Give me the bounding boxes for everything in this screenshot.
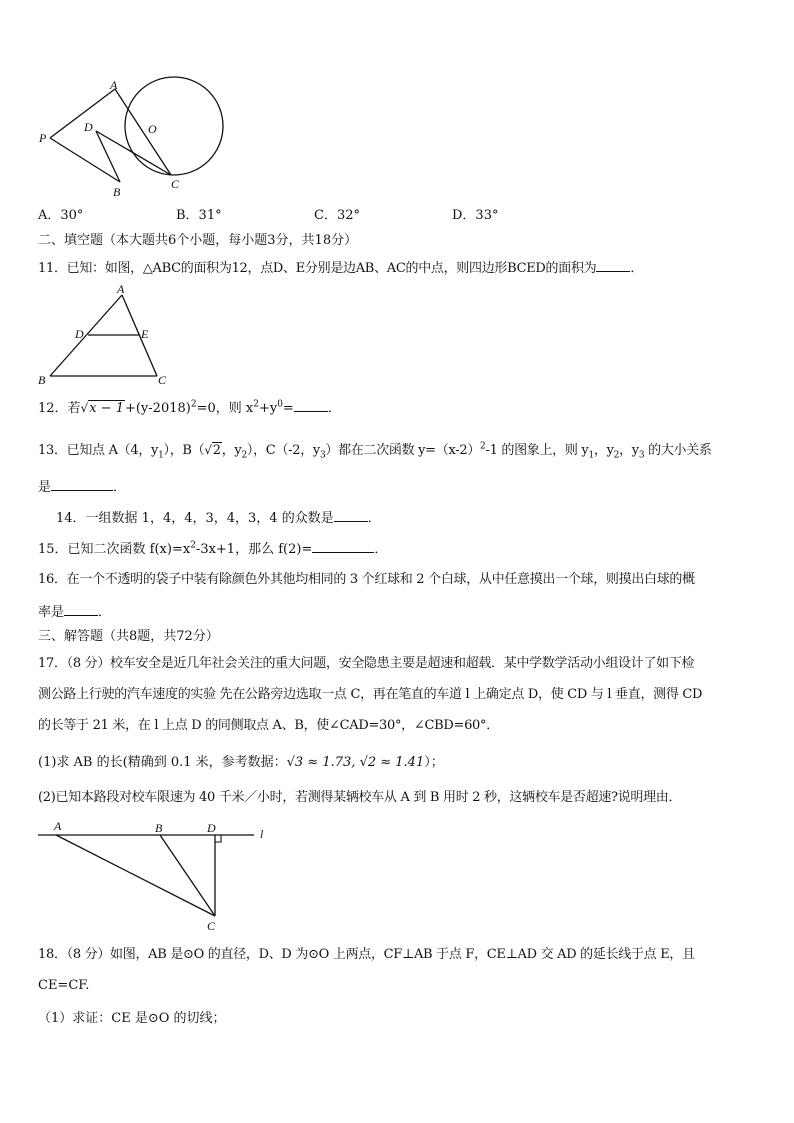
q13-text: 的大小关系 bbox=[644, 443, 712, 458]
question-18-line1: 18．（8 分）如图，AB 是⊙O 的直径，D、D 为⊙O 上两点，CF⊥AB 于点 F，CE⊥AD 交 AD 的延长线于点 E，且 bbox=[38, 947, 695, 962]
q12-mid: +(y-2018) bbox=[124, 401, 191, 416]
q13-sub: 3 bbox=[638, 450, 645, 461]
q13-sub: 2 bbox=[241, 450, 247, 461]
question-15 bbox=[38, 540, 387, 559]
chord-dc bbox=[96, 131, 171, 175]
q10-option-a: A．30° bbox=[38, 208, 84, 223]
q13-text: ，y bbox=[593, 443, 614, 458]
right-angle-mark bbox=[215, 835, 221, 842]
label-l: l bbox=[260, 827, 264, 841]
q13-sub: 3 bbox=[319, 450, 326, 461]
answer-blank bbox=[334, 509, 368, 522]
q13-text: ）都在二次函数 y=（x-2） bbox=[325, 443, 481, 458]
q12-sup2: 2 bbox=[253, 399, 259, 410]
q13-text: ），B（ bbox=[163, 443, 205, 458]
q15-tail: ． bbox=[374, 542, 388, 557]
label-c: C bbox=[207, 919, 216, 933]
q13-sub: 1 bbox=[588, 450, 594, 461]
question-13 bbox=[38, 441, 712, 460]
q15-text: -3x+1，那么 f(2)= bbox=[195, 542, 313, 557]
label-c: C bbox=[171, 177, 180, 191]
q12-mid4: = bbox=[282, 401, 294, 416]
label-c: C bbox=[158, 373, 167, 387]
section2-title: 二、填空题（本大题共6个小题，每小题3分，共18分） bbox=[38, 233, 358, 248]
q14-text: 14．一组数据 1，4，4，3，4，3，4 的众数是 bbox=[56, 511, 334, 526]
label-d: D bbox=[84, 120, 93, 134]
q13-sup: 2 bbox=[480, 441, 486, 452]
q16-tail: ． bbox=[98, 605, 112, 620]
q13-sub: 2 bbox=[613, 450, 620, 461]
label-d: D bbox=[75, 327, 84, 341]
q13-text: ），C（-2，y bbox=[246, 443, 320, 458]
answer-blank bbox=[64, 603, 98, 616]
section3-title: 三、解答题（共8题，共72分） bbox=[38, 629, 219, 644]
answer-blank bbox=[312, 540, 374, 553]
q17-reference-values: √3 ≈ 1.73, √2 ≈ 1.41 bbox=[286, 755, 425, 770]
q15-sup: 2 bbox=[190, 540, 196, 551]
q12-sup3: 0 bbox=[277, 399, 283, 410]
q17-figure bbox=[34, 818, 274, 934]
label-b: B bbox=[155, 821, 163, 835]
answer-blank bbox=[51, 478, 113, 491]
q10-option-c: C．32° bbox=[314, 208, 360, 223]
label-o: O bbox=[148, 122, 157, 136]
label-e: E bbox=[141, 327, 149, 341]
q12-mid2: =0，则 x bbox=[196, 401, 254, 416]
q11-tail: ． bbox=[630, 261, 644, 276]
question-14 bbox=[56, 509, 381, 528]
q12-radicand: x − 1 bbox=[89, 401, 124, 416]
label-b: B bbox=[113, 185, 121, 199]
question-16-line2 bbox=[38, 603, 111, 622]
label-d: D bbox=[207, 821, 216, 835]
q10-figure bbox=[36, 76, 236, 202]
question-17-line3: 的长等于 21 米，在 l 上点 D 的同侧取点 A、B，使∠CAD=30°，∠CBD=60°． bbox=[38, 718, 499, 733]
q12-mid3: +y bbox=[258, 401, 278, 416]
q13-text: ． bbox=[113, 480, 127, 495]
q13-text: 是 bbox=[38, 480, 52, 495]
q16-text: 率是 bbox=[38, 605, 65, 620]
label-a: A bbox=[54, 819, 62, 833]
q10-option-b: B．31° bbox=[176, 208, 222, 223]
q13-text: -1 的图象上，则 y bbox=[485, 443, 589, 458]
question-16: 16．在一个不透明的袋子中装有除颜色外其他均相同的 3 个红球和 2 个白球，从中任意摸出一个球，则摸出白球的概 bbox=[38, 572, 695, 587]
question-18-line2: CE=CF. bbox=[38, 978, 90, 993]
q17-text: (1)求 AB 的长(精确到 0.1 米，参考数据： bbox=[38, 755, 287, 770]
answer-blank bbox=[294, 399, 328, 412]
question-11 bbox=[38, 259, 643, 278]
q12-sup: 2 bbox=[190, 399, 197, 410]
question-17-line1: 17．（8 分）校车安全是近几年社会关注的重大问题，安全隐患主要是超速和超载．某中学数学活动小组设计了如下检 bbox=[38, 656, 695, 671]
question-12 bbox=[38, 399, 341, 418]
sqrt-sign: √ bbox=[80, 401, 89, 415]
question-13-line2 bbox=[38, 478, 126, 497]
q10-option-d: D．33° bbox=[452, 208, 499, 223]
tangent-pa bbox=[50, 89, 115, 138]
q12-pre: 12．若 bbox=[38, 401, 81, 416]
sqrt-sign: √ bbox=[204, 443, 212, 457]
label-a: A bbox=[117, 282, 125, 296]
question-18-part1: （1）求证：CE 是⊙O 的切线； bbox=[38, 1011, 226, 1026]
question-17-line2: 测公路上行驶的汽车速度的实验 先在公路旁边选取一点 C，再在笔直的车道 l 上确定点 D，使 CD 与 l 垂直，测得 CD bbox=[38, 687, 703, 702]
segment-ac bbox=[56, 835, 215, 916]
q13-text: ，y bbox=[619, 443, 639, 458]
label-b: B bbox=[38, 373, 46, 387]
question-17-part2: (2)已知本路段对校车限速为 40 千米／小时，若测得某辆校车从 A 到 B 用时 2 秒，这辆校车是否超速?说明理由． bbox=[38, 790, 682, 805]
q13-radicand: 2 bbox=[212, 443, 221, 458]
q14-tail: ． bbox=[367, 511, 381, 526]
q15-text: 15．已知二次函数 f(x)=x bbox=[38, 542, 191, 557]
label-p: P bbox=[39, 131, 47, 145]
q13-text: ，y bbox=[221, 443, 242, 458]
q13-text: 13．已知点 A（4，y bbox=[38, 443, 159, 458]
q11-text: 11．已知：如图，△ABC的面积为12，点D、E分别是边AB、AC的中点，则四边形BCED的面积为 bbox=[38, 261, 597, 276]
label-a: A bbox=[110, 78, 118, 92]
q13-sub: 1 bbox=[158, 450, 164, 461]
q12-tail: ． bbox=[327, 401, 341, 416]
q11-figure bbox=[36, 282, 176, 388]
segment-bc bbox=[160, 835, 215, 916]
answer-blank bbox=[596, 259, 630, 272]
chord-ac bbox=[115, 89, 171, 175]
q17-text: ）； bbox=[424, 755, 444, 770]
question-17-part1 bbox=[38, 754, 444, 772]
